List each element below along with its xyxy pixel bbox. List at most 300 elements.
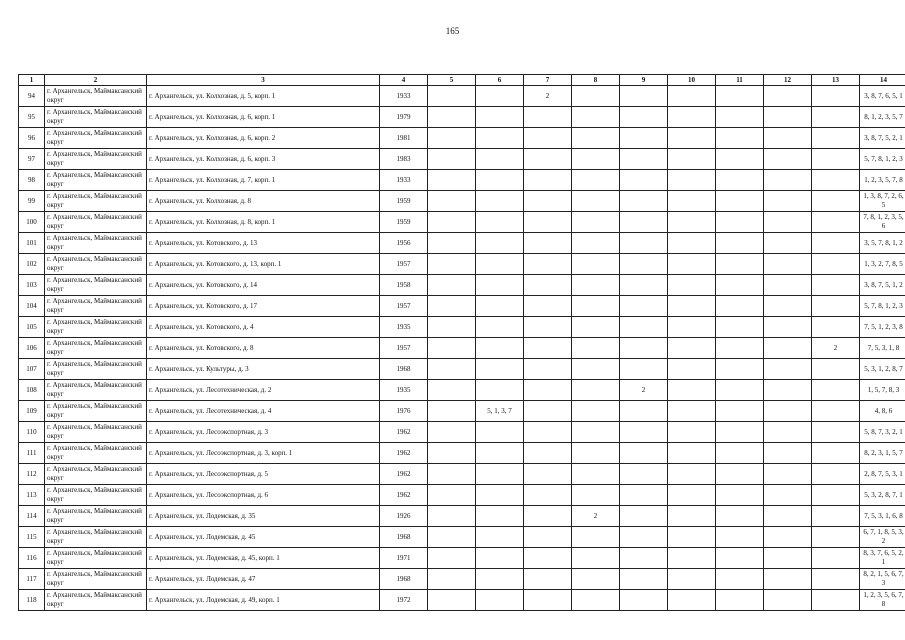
- year-cell: 1968: [380, 569, 428, 590]
- table-row: [19, 170, 905, 191]
- col12-cell: [764, 443, 812, 464]
- col9-cell: [620, 401, 668, 422]
- col6-cell: [476, 275, 524, 296]
- col14-cell: 1, 2, 3, 5, 6, 7, 8: [860, 590, 905, 611]
- col8-cell: [572, 422, 620, 443]
- col12-cell: [764, 191, 812, 212]
- col11-cell: [716, 443, 764, 464]
- year-cell: 1957: [380, 254, 428, 275]
- table-row: [19, 275, 905, 296]
- col12-cell: [764, 128, 812, 149]
- col7-cell: [524, 149, 572, 170]
- col5-cell: [428, 191, 476, 212]
- col9-cell: [620, 359, 668, 380]
- col5-cell: [428, 401, 476, 422]
- col7-cell: [524, 401, 572, 422]
- col12-cell: [764, 401, 812, 422]
- col6-cell: [476, 86, 524, 107]
- year-cell: 1933: [380, 170, 428, 191]
- col7-cell: 2: [524, 86, 572, 107]
- col14-cell: 6, 7, 1, 8, 5, 3, 2: [860, 527, 905, 548]
- col11-cell: [716, 401, 764, 422]
- district-cell: г. Архангельск, Маймаксанский округ: [45, 233, 147, 254]
- col14-cell: 7, 5, 1, 2, 3, 8: [860, 317, 905, 338]
- col8-cell: [572, 317, 620, 338]
- table-row: [19, 590, 905, 611]
- col5-cell: [428, 485, 476, 506]
- row-number-cell: 112: [19, 464, 45, 485]
- row-number-cell: 100: [19, 212, 45, 233]
- year-cell: 1956: [380, 233, 428, 254]
- address-cell: г. Архангельск, ул. Лодемская, д. 49, корп. 1: [147, 590, 380, 611]
- col13-cell: [812, 380, 860, 401]
- col8-cell: [572, 443, 620, 464]
- year-cell: 1933: [380, 86, 428, 107]
- col6-cell: [476, 191, 524, 212]
- col13-cell: [812, 548, 860, 569]
- district-cell: г. Архангельск, Маймаксанский округ: [45, 380, 147, 401]
- col6-cell: [476, 548, 524, 569]
- col11-cell: [716, 254, 764, 275]
- col12-cell: [764, 86, 812, 107]
- col7-cell: [524, 527, 572, 548]
- col11-cell: [716, 107, 764, 128]
- district-cell: г. Архангельск, Маймаксанский округ: [45, 422, 147, 443]
- table-row: [19, 464, 905, 485]
- col6-cell: [476, 464, 524, 485]
- col12-cell: [764, 149, 812, 170]
- col14-cell: 3, 5, 7, 8, 1, 2: [860, 233, 905, 254]
- table-body: [19, 86, 905, 611]
- col13-cell: [812, 191, 860, 212]
- col7-cell: [524, 443, 572, 464]
- col10-cell: [668, 233, 716, 254]
- col8-cell: [572, 359, 620, 380]
- col14-cell: 7, 5, 3, 1, 6, 8: [860, 506, 905, 527]
- year-cell: 1959: [380, 191, 428, 212]
- col5-cell: [428, 380, 476, 401]
- col11-cell: [716, 275, 764, 296]
- col7-cell: [524, 296, 572, 317]
- col10-cell: [668, 485, 716, 506]
- address-cell: г. Архангельск, ул. Лесоэкспортная, д. 3, корп. 1: [147, 443, 380, 464]
- col8-cell: [572, 107, 620, 128]
- col13-cell: [812, 485, 860, 506]
- address-cell: г. Архангельск, ул. Лесотехническая, д. 4: [147, 401, 380, 422]
- col5-cell: [428, 443, 476, 464]
- col5-cell: [428, 422, 476, 443]
- col7-cell: [524, 359, 572, 380]
- col5-cell: [428, 86, 476, 107]
- table-row: [19, 422, 905, 443]
- col13-cell: [812, 212, 860, 233]
- address-cell: г. Архангельск, ул. Колхозная, д. 8: [147, 191, 380, 212]
- col13-cell: [812, 233, 860, 254]
- district-cell: г. Архангельск, Маймаксанский округ: [45, 338, 147, 359]
- col11-cell: [716, 506, 764, 527]
- col11-cell: [716, 569, 764, 590]
- address-cell: г. Архангельск, ул. Лесотехническая, д. 2: [147, 380, 380, 401]
- row-number-cell: 96: [19, 128, 45, 149]
- table-row: [19, 86, 905, 107]
- col12-cell: [764, 233, 812, 254]
- year-cell: 1962: [380, 422, 428, 443]
- table-row: [19, 485, 905, 506]
- col8-cell: [572, 191, 620, 212]
- table-row: [19, 569, 905, 590]
- year-cell: 1976: [380, 401, 428, 422]
- address-cell: г. Архангельск, ул. Культуры, д. 3: [147, 359, 380, 380]
- district-cell: г. Архангельск, Маймаксанский округ: [45, 359, 147, 380]
- column-header-13: 13: [812, 75, 860, 86]
- address-cell: г. Архангельск, ул. Лесоэкспортная, д. 6: [147, 485, 380, 506]
- col5-cell: [428, 317, 476, 338]
- year-cell: 1935: [380, 380, 428, 401]
- col14-cell: 1, 3, 8, 7, 2, 6, 5: [860, 191, 905, 212]
- col11-cell: [716, 149, 764, 170]
- col11-cell: [716, 380, 764, 401]
- col6-cell: [476, 170, 524, 191]
- table-row: [19, 191, 905, 212]
- col9-cell: [620, 254, 668, 275]
- col13-cell: [812, 527, 860, 548]
- col6-cell: [476, 443, 524, 464]
- col12-cell: [764, 170, 812, 191]
- district-cell: г. Архангельск, Маймаксанский округ: [45, 506, 147, 527]
- table-row: [19, 401, 905, 422]
- col8-cell: [572, 170, 620, 191]
- col5-cell: [428, 338, 476, 359]
- col10-cell: [668, 191, 716, 212]
- col10-cell: [668, 317, 716, 338]
- col7-cell: [524, 506, 572, 527]
- address-cell: г. Архангельск, ул. Котовского, д. 13: [147, 233, 380, 254]
- row-number-cell: 110: [19, 422, 45, 443]
- header-row: [19, 75, 905, 86]
- year-cell: 1971: [380, 548, 428, 569]
- col7-cell: [524, 191, 572, 212]
- col5-cell: [428, 233, 476, 254]
- col13-cell: [812, 128, 860, 149]
- col7-cell: [524, 107, 572, 128]
- col6-cell: [476, 485, 524, 506]
- table-row: [19, 128, 905, 149]
- col11-cell: [716, 170, 764, 191]
- row-number-cell: 104: [19, 296, 45, 317]
- col6-cell: [476, 296, 524, 317]
- col12-cell: [764, 464, 812, 485]
- address-cell: г. Архангельск, ул. Лодемская, д. 45, корп. 1: [147, 548, 380, 569]
- col7-cell: [524, 422, 572, 443]
- address-cell: г. Архангельск, ул. Колхозная, д. 6, корп. 1: [147, 107, 380, 128]
- col14-cell: 2, 8, 7, 5, 3, 1: [860, 464, 905, 485]
- col7-cell: [524, 254, 572, 275]
- col12-cell: [764, 485, 812, 506]
- col12-cell: [764, 317, 812, 338]
- column-header-11: 11: [716, 75, 764, 86]
- column-header-6: 6: [476, 75, 524, 86]
- col8-cell: [572, 548, 620, 569]
- col10-cell: [668, 254, 716, 275]
- col9-cell: [620, 170, 668, 191]
- row-number-cell: 103: [19, 275, 45, 296]
- col14-cell: 7, 5, 3, 1, 8: [860, 338, 905, 359]
- address-cell: г. Архангельск, ул. Колхозная, д. 8, корп. 1: [147, 212, 380, 233]
- col9-cell: [620, 464, 668, 485]
- col13-cell: [812, 569, 860, 590]
- col7-cell: [524, 338, 572, 359]
- col11-cell: [716, 527, 764, 548]
- col6-cell: [476, 380, 524, 401]
- col11-cell: [716, 485, 764, 506]
- district-cell: г. Архангельск, Маймаксанский округ: [45, 401, 147, 422]
- col9-cell: [620, 191, 668, 212]
- col5-cell: [428, 359, 476, 380]
- col10-cell: [668, 107, 716, 128]
- col9-cell: [620, 233, 668, 254]
- address-cell: г. Архангельск, ул. Котовского, д. 8: [147, 338, 380, 359]
- row-number-cell: 115: [19, 527, 45, 548]
- col5-cell: [428, 275, 476, 296]
- col7-cell: [524, 317, 572, 338]
- column-header-12: 12: [764, 75, 812, 86]
- col8-cell: [572, 149, 620, 170]
- col14-cell: 5, 3, 1, 2, 8, 7: [860, 359, 905, 380]
- col14-cell: 7, 8, 1, 2, 3, 5, 6: [860, 212, 905, 233]
- district-cell: г. Архангельск, Маймаксанский округ: [45, 569, 147, 590]
- col6-cell: [476, 422, 524, 443]
- col11-cell: [716, 359, 764, 380]
- address-cell: г. Архангельск, ул. Котовского, д. 13, корп. 1: [147, 254, 380, 275]
- year-cell: 1968: [380, 527, 428, 548]
- col12-cell: [764, 275, 812, 296]
- col5-cell: [428, 149, 476, 170]
- col5-cell: [428, 296, 476, 317]
- col5-cell: [428, 548, 476, 569]
- col6-cell: [476, 149, 524, 170]
- col6-cell: [476, 212, 524, 233]
- col10-cell: [668, 569, 716, 590]
- col11-cell: [716, 317, 764, 338]
- col9-cell: [620, 107, 668, 128]
- col13-cell: [812, 317, 860, 338]
- district-cell: г. Архангельск, Маймаксанский округ: [45, 275, 147, 296]
- col8-cell: [572, 86, 620, 107]
- table-row: [19, 233, 905, 254]
- col9-cell: [620, 506, 668, 527]
- col9-cell: [620, 296, 668, 317]
- year-cell: 1926: [380, 506, 428, 527]
- col11-cell: [716, 590, 764, 611]
- col6-cell: [476, 569, 524, 590]
- col5-cell: [428, 128, 476, 149]
- col9-cell: [620, 149, 668, 170]
- col6-cell: [476, 506, 524, 527]
- col6-cell: 5, 1, 3, 7: [476, 401, 524, 422]
- column-header-10: 10: [668, 75, 716, 86]
- address-cell: г. Архангельск, ул. Лесоэкспортная, д. 3: [147, 422, 380, 443]
- row-number-cell: 116: [19, 548, 45, 569]
- col11-cell: [716, 548, 764, 569]
- col9-cell: [620, 86, 668, 107]
- row-number-cell: 108: [19, 380, 45, 401]
- col14-cell: 3, 8, 7, 6, 5, 1: [860, 86, 905, 107]
- col14-cell: 5, 3, 2, 8, 7, 1: [860, 485, 905, 506]
- col7-cell: [524, 590, 572, 611]
- col12-cell: [764, 107, 812, 128]
- col6-cell: [476, 233, 524, 254]
- year-cell: 1962: [380, 443, 428, 464]
- address-cell: г. Архангельск, ул. Котовского, д. 14: [147, 275, 380, 296]
- address-cell: г. Архангельск, ул. Котовского, д. 17: [147, 296, 380, 317]
- col10-cell: [668, 359, 716, 380]
- col10-cell: [668, 443, 716, 464]
- col5-cell: [428, 254, 476, 275]
- col10-cell: [668, 422, 716, 443]
- col8-cell: [572, 233, 620, 254]
- year-cell: 1957: [380, 338, 428, 359]
- col7-cell: [524, 380, 572, 401]
- table-row: [19, 506, 905, 527]
- address-cell: г. Архангельск, ул. Лесоэкспортная, д. 5: [147, 464, 380, 485]
- col5-cell: [428, 212, 476, 233]
- col11-cell: [716, 338, 764, 359]
- district-cell: г. Архангельск, Маймаксанский округ: [45, 212, 147, 233]
- col13-cell: [812, 275, 860, 296]
- table-row: [19, 254, 905, 275]
- column-header-1: 1: [19, 75, 45, 86]
- col12-cell: [764, 296, 812, 317]
- column-header-9: 9: [620, 75, 668, 86]
- col13-cell: [812, 506, 860, 527]
- table-row: [19, 380, 905, 401]
- row-number-cell: 118: [19, 590, 45, 611]
- col8-cell: [572, 254, 620, 275]
- col9-cell: [620, 590, 668, 611]
- col10-cell: [668, 149, 716, 170]
- col11-cell: [716, 86, 764, 107]
- col9-cell: [620, 338, 668, 359]
- col14-cell: 4, 8, 6: [860, 401, 905, 422]
- address-cell: г. Архангельск, ул. Котовского, д. 4: [147, 317, 380, 338]
- year-cell: 1968: [380, 359, 428, 380]
- col13-cell: [812, 170, 860, 191]
- col8-cell: [572, 212, 620, 233]
- row-number-cell: 101: [19, 233, 45, 254]
- page-number: 165: [445, 26, 460, 36]
- col7-cell: [524, 569, 572, 590]
- table-row: [19, 107, 905, 128]
- col10-cell: [668, 338, 716, 359]
- district-cell: г. Архангельск, Маймаксанский округ: [45, 296, 147, 317]
- row-number-cell: 113: [19, 485, 45, 506]
- col10-cell: [668, 128, 716, 149]
- col14-cell: 5, 7, 8, 1, 2, 3: [860, 149, 905, 170]
- col7-cell: [524, 212, 572, 233]
- row-number-cell: 95: [19, 107, 45, 128]
- district-cell: г. Архангельск, Маймаксанский округ: [45, 548, 147, 569]
- col8-cell: [572, 527, 620, 548]
- year-cell: 1962: [380, 464, 428, 485]
- col12-cell: [764, 422, 812, 443]
- col12-cell: [764, 212, 812, 233]
- col7-cell: [524, 464, 572, 485]
- column-header-8: 8: [572, 75, 620, 86]
- row-number-cell: 98: [19, 170, 45, 191]
- col13-cell: [812, 254, 860, 275]
- col10-cell: [668, 212, 716, 233]
- col14-cell: 8, 2, 1, 5, 6, 7, 3: [860, 569, 905, 590]
- col13-cell: [812, 86, 860, 107]
- district-cell: г. Архангельск, Маймаксанский округ: [45, 191, 147, 212]
- col8-cell: [572, 590, 620, 611]
- col14-cell: 3, 8, 7, 5, 2, 1: [860, 128, 905, 149]
- year-cell: 1962: [380, 485, 428, 506]
- col12-cell: [764, 527, 812, 548]
- district-cell: г. Архангельск, Маймаксанский округ: [45, 443, 147, 464]
- col12-cell: [764, 569, 812, 590]
- col9-cell: [620, 212, 668, 233]
- district-cell: г. Архангельск, Маймаксанский округ: [45, 317, 147, 338]
- col12-cell: [764, 359, 812, 380]
- col8-cell: [572, 485, 620, 506]
- year-cell: 1959: [380, 212, 428, 233]
- col13-cell: [812, 149, 860, 170]
- col12-cell: [764, 338, 812, 359]
- col9-cell: [620, 275, 668, 296]
- col8-cell: [572, 380, 620, 401]
- col8-cell: [572, 338, 620, 359]
- row-number-cell: 97: [19, 149, 45, 170]
- col11-cell: [716, 296, 764, 317]
- col14-cell: 1, 3, 2, 7, 8, 5: [860, 254, 905, 275]
- col8-cell: [572, 569, 620, 590]
- col5-cell: [428, 170, 476, 191]
- year-cell: 1958: [380, 275, 428, 296]
- col11-cell: [716, 464, 764, 485]
- col13-cell: [812, 590, 860, 611]
- column-header-14: 14: [860, 75, 905, 86]
- col11-cell: [716, 233, 764, 254]
- address-cell: г. Архангельск, ул. Колхозная, д. 6, корп. 2: [147, 128, 380, 149]
- row-number-cell: 102: [19, 254, 45, 275]
- col6-cell: [476, 338, 524, 359]
- district-cell: г. Архангельск, Маймаксанский округ: [45, 527, 147, 548]
- col13-cell: [812, 107, 860, 128]
- col9-cell: [620, 527, 668, 548]
- row-number-cell: 99: [19, 191, 45, 212]
- year-cell: 1979: [380, 107, 428, 128]
- col12-cell: [764, 590, 812, 611]
- col6-cell: [476, 317, 524, 338]
- col8-cell: [572, 464, 620, 485]
- year-cell: 1983: [380, 149, 428, 170]
- col13-cell: [812, 443, 860, 464]
- address-cell: г. Архангельск, ул. Колхозная, д. 7, корп. 1: [147, 170, 380, 191]
- col8-cell: [572, 401, 620, 422]
- col11-cell: [716, 422, 764, 443]
- year-cell: 1935: [380, 317, 428, 338]
- col14-cell: 8, 2, 3, 1, 5, 7: [860, 443, 905, 464]
- col6-cell: [476, 359, 524, 380]
- district-cell: г. Архангельск, Маймаксанский округ: [45, 485, 147, 506]
- col9-cell: [620, 485, 668, 506]
- column-header-4: 4: [380, 75, 428, 86]
- table-row: [19, 548, 905, 569]
- district-cell: г. Архангельск, Маймаксанский округ: [45, 107, 147, 128]
- address-cell: г. Архангельск, ул. Лодемская, д. 45: [147, 527, 380, 548]
- col9-cell: [620, 422, 668, 443]
